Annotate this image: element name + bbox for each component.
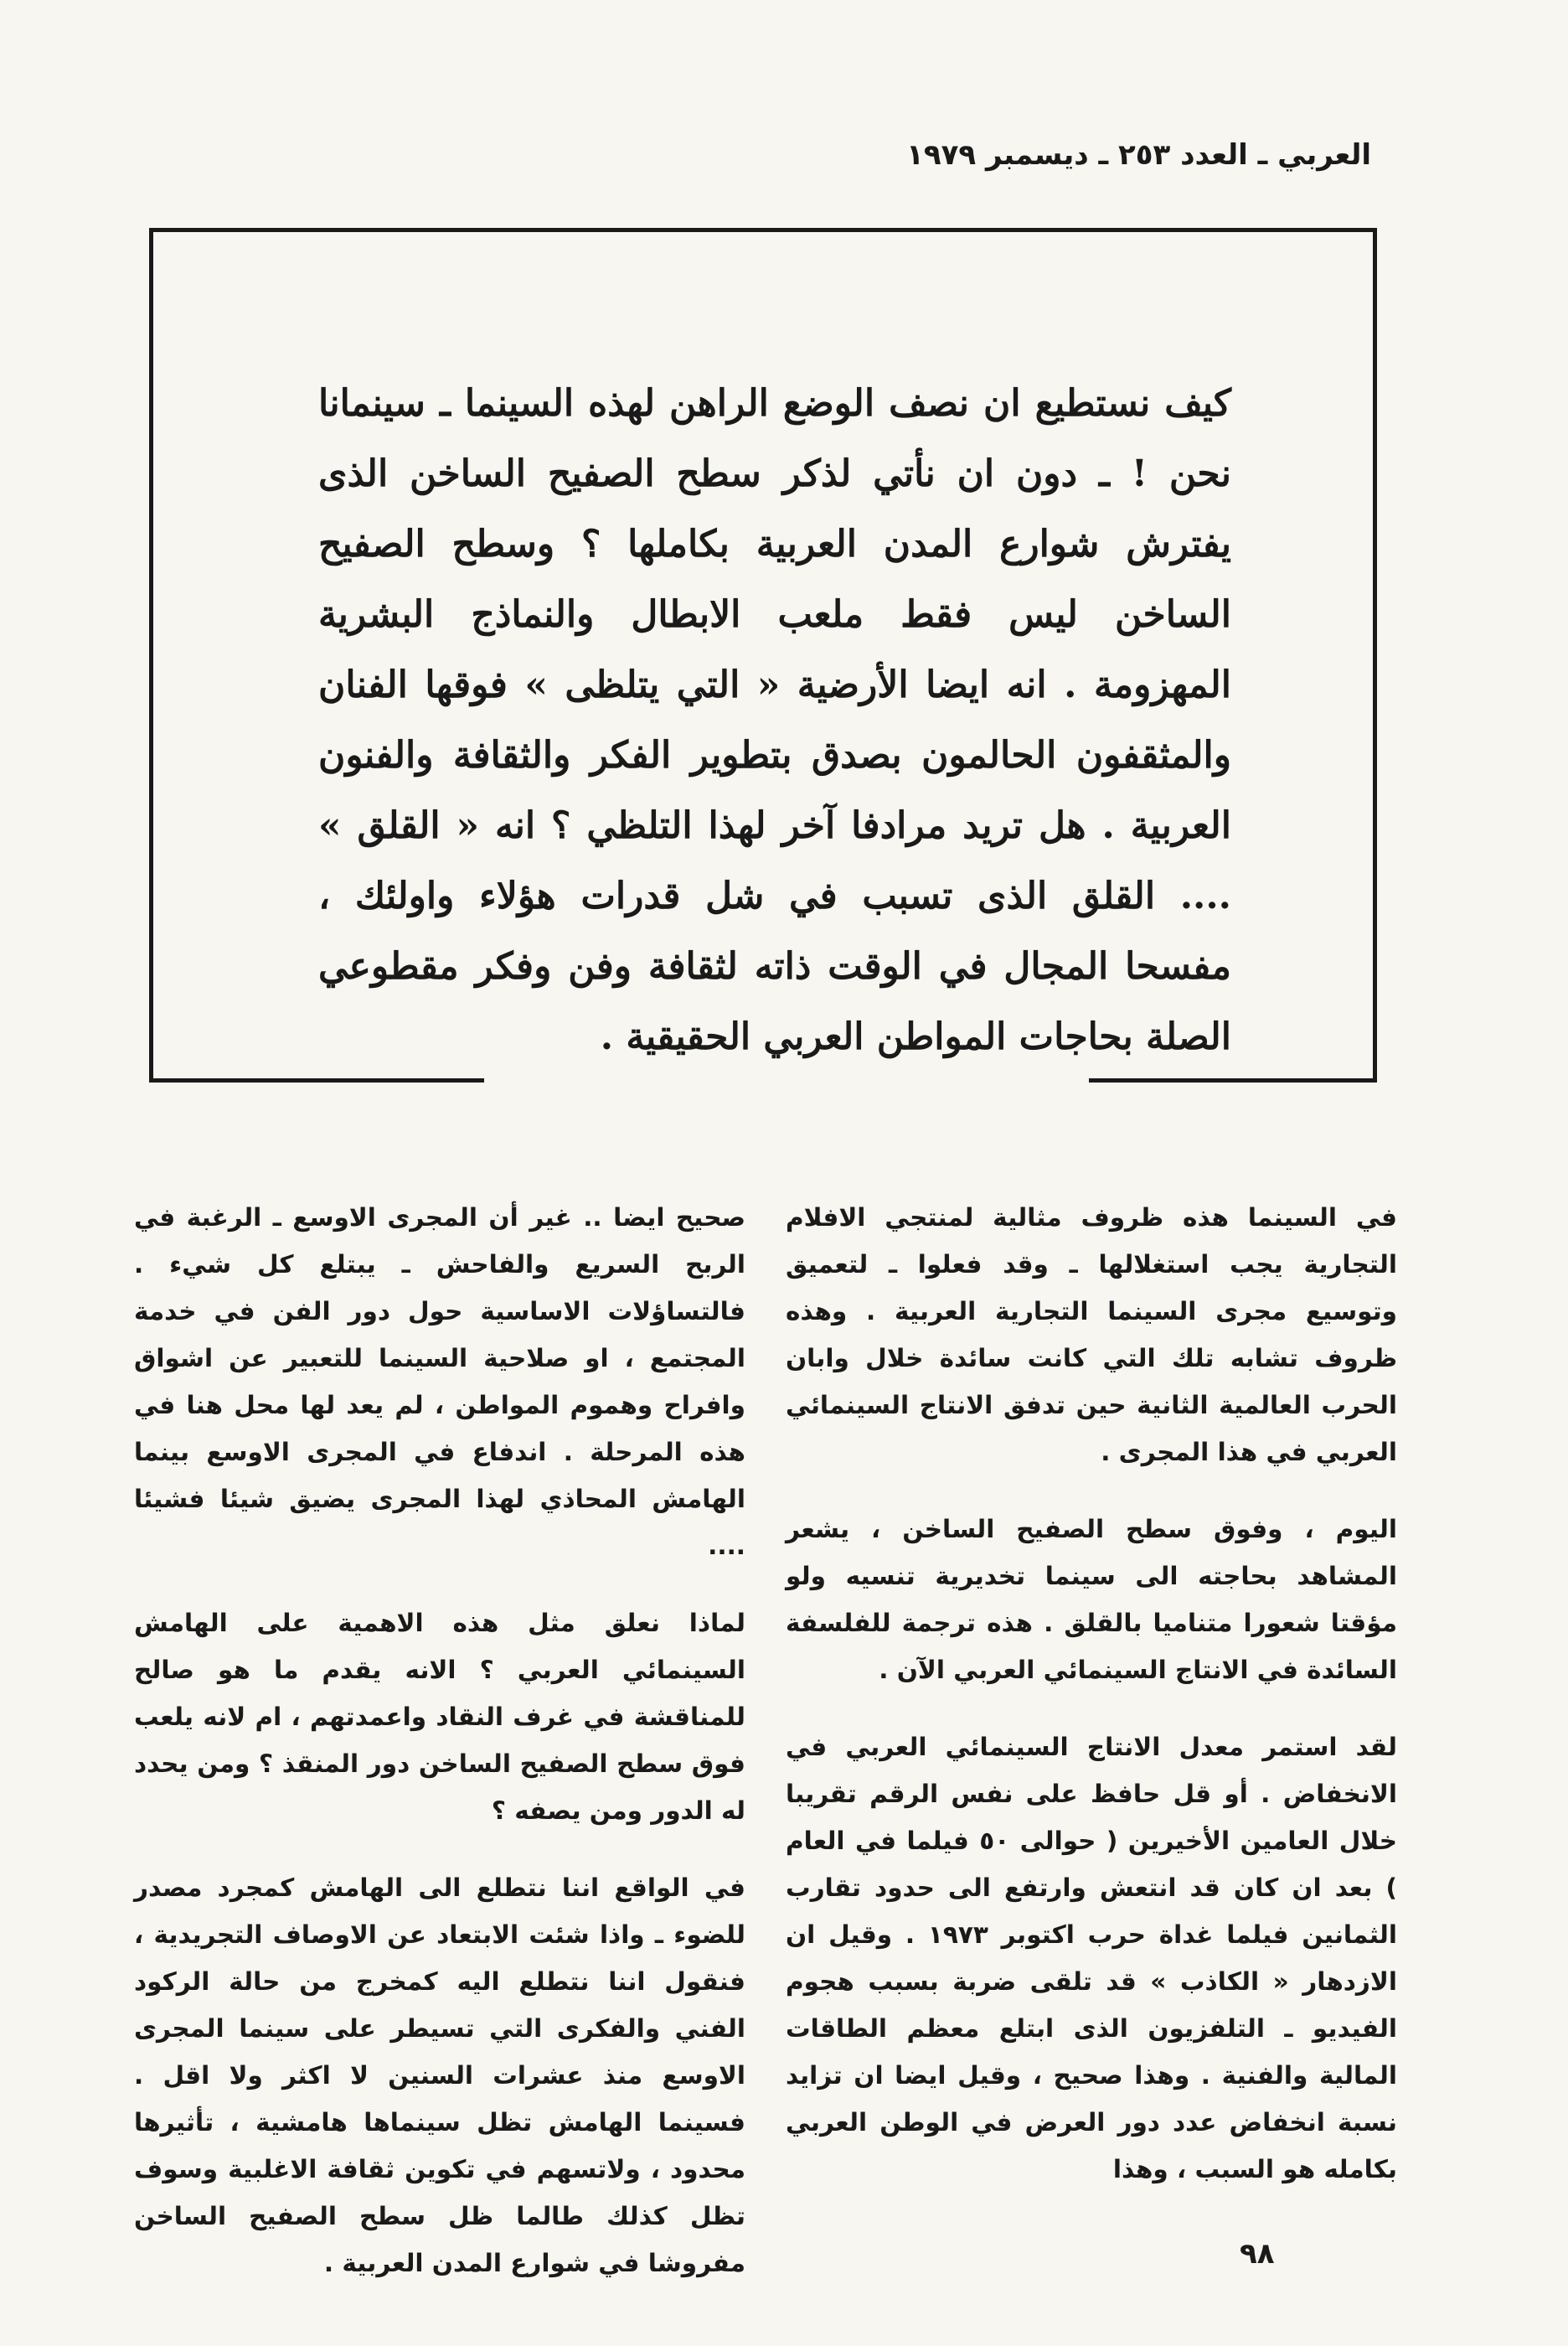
intro-paragraph: كيف نستطيع ان نصف الوضع الراهن لهذه السينما ـ سينمانا نحن ! ـ دون ان نأتي لذكر سطح الصفيح الساخن الذى يفترش شوارع المدن العربية بكاملها ؟ وسطح الصفيح الساخن ليس فقط ملعب الابطال والنماذج البشرية المهزومة . انه ايضا الأرضية « التي يتلظى » فوقها الفنان والمثقفون الحالمون بصدق بتطوير الفكر والثقافة والفنون العربية . هل تريد مرادفا آخر لهذا التلظي ؟ انه « القلق » .... القلق الذى تسبب في شل قدرات هؤلاء واولئك ، مفسحا المجال في الوقت ذاته لثقافة وفن وفكر مقطوعي الصلة بحاجات المواطن العربي الحقيقية . xyxy=(318,382,1231,1058)
page-number: ٩٨ xyxy=(1240,2237,1275,2271)
left-paragraph-3: في الواقع اننا نتطلع الى الهامش كمجرد مصدر للضوء ـ واذا شئت الابتعاد عن الاوصاف التجريدية ، فنقول اننا نتطلع اليه كمخرج من حالة الركود الفني والفكرى التي تسيطر على سينما المجرى الاوسع منذ عشرات السنين لا اكثر ولا اقل . فسينما الهامش تظل سينماها هامشية ، تأثيرها محدود ، ولاتسهم في تكوين ثقافة الاغلبية وسوف تظل كذلك طالما ظل سطح الصفيح الساخن مفروشا في شوارع المدن العربية . xyxy=(134,1873,745,2277)
right-paragraph-2: اليوم ، وفوق سطح الصفيح الساخن ، يشعر المشاهد بحاجته الى سينما تخديرية تنسيه ولو مؤقتا شعورا متناميا بالقلق . هذه ترجمة للفلسفة السائدة في الانتاج السينمائي العربي الآن . xyxy=(786,1515,1397,1684)
right-column xyxy=(786,1194,1397,2223)
frame-bottom-rule-left xyxy=(149,1078,484,1083)
right-paragraph-3: لقد استمر معدل الانتاج السينمائي العربي في الانخفاض . أو قل حافظ على نفس الرقم تقريبا خلال العامين الأخيرين ( حوالى ٥٠ فيلما في العام ) بعد ان كان قد انتعش وارتفع الى حدود تقارب الثمانين فيلما غداة حرب اكتوبر ١٩٧٣ . وقيل ان الازدهار « الكاذب » قد تلقى ضربة بسبب هجوم الفيديو ـ التلفزيون الذى ابتلع معظم الطاقات المالية والفنية . وهذا صحيح ، وقيل ايضا ان تزايد نسبة انخفاض عدد دور العرض في الوطن العربي بكامله هو السبب ، وهذا xyxy=(786,1733,1397,2183)
right-paragraph-1: في السينما هذه ظروف مثالية لمنتجي الافلام التجارية يجب استغلالها ـ وقد فعلوا ـ لتعميق وتوسيع مجرى السينما التجارية العربية . وهذه ظروف تشابه تلك التي كانت سائدة خلال وابان الحرب العالمية الثانية حين تدفق الانتاج السينمائي العربي في هذا المجرى . xyxy=(786,1203,1397,1466)
left-paragraph-2: لماذا نعلق مثل هذه الاهمية على الهامش السينمائي العربي ؟ الانه يقدم ما هو صالح للمناقشة في غرف النقاد واعمدتهم ، ام لانه يلعب فوق سطح الصفيح الساخن دور المنقذ ؟ ومن يحدد له الدور ومن يصفه ؟ xyxy=(134,1609,745,1825)
running-header: العربي ـ العدد ٢٥٣ ـ ديسمبر ١٩٧٩ xyxy=(906,138,1371,172)
frame-bottom-rule-right xyxy=(1089,1078,1377,1083)
left-paragraph-1: صحيح ايضا .. غير أن المجرى الاوسع ـ الرغبة في الربح السريع والفاحش ـ يبتلع كل شيء . فالتساؤلات الاساسية حول دور الفن في خدمة المجتمع ، او صلاحية السينما للتعبير عن اشواق وافراح وهموم المواطن ، لم يعد لها محل هنا في هذه المرحلة . اندفاع في المجرى الاوسع بينما الهامش المحاذي لهذا المجرى يضيق شيئا فشيئا .... xyxy=(134,1203,745,1560)
left-column xyxy=(134,1194,745,2317)
